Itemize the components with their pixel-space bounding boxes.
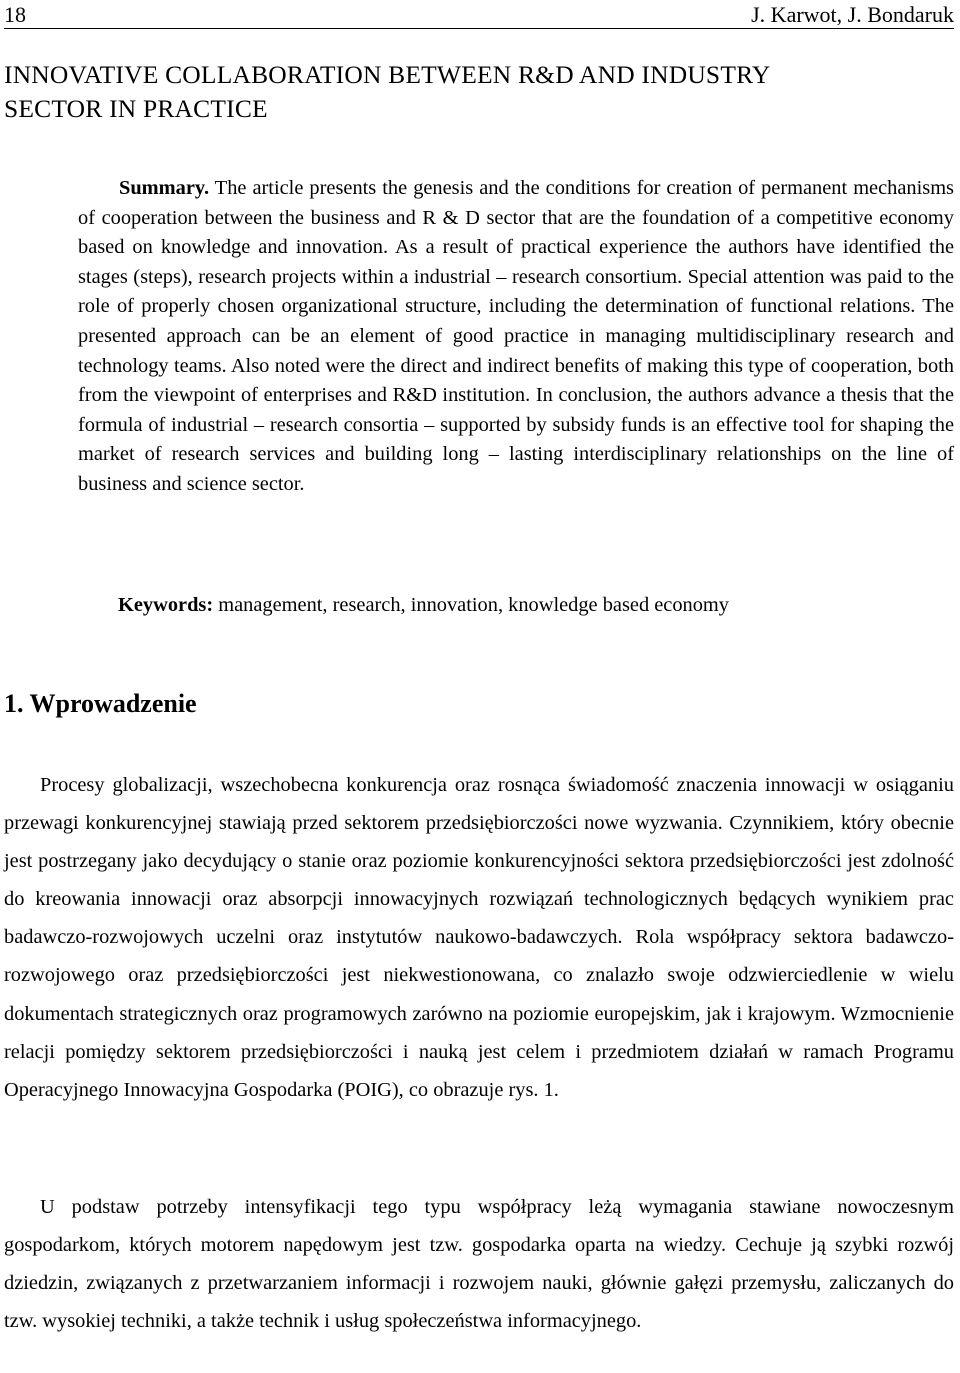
body-paragraph-text: U podstaw potrzeby intensyfikacji tego typu współpracy leżą wymagania stawiane nowoczesnym gospodarkom, których motorem napędowym jest tzw. gospodarka oparta na wiedzy. Cechuje ją szybki rozwój dziedzin, związanych z przetwarzaniem informacji i rozwojem nauki, głównie gałęzi przemysłu, zaliczanych do tzw. wysokiej techniki, a także technik i usług społeczeństwa informacyjnego.	[4, 1196, 954, 1333]
article-title	[4, 58, 954, 126]
article-title-line-1: INNOVATIVE COLLABORATION BETWEEN R&D AND INDUSTRY	[4, 60, 771, 89]
keywords-label: Keywords:	[118, 594, 214, 616]
article-title-line-2: SECTOR IN PRACTICE	[4, 94, 268, 123]
running-header-authors: J. Karwot, J. Bondaruk	[751, 2, 954, 27]
keywords-text: management, research, innovation, knowledge based economy	[213, 594, 729, 616]
body-paragraph-text: Procesy globalizacji, wszechobecna konkurencja oraz rosnąca świadomość znaczenia innowacji w osiąganiu przewagi konkurencyjnej stawiają przed sektorem przedsiębiorczości nowe wyzwania. Czynnikiem, który obecnie jest postrzegany jako decydujący o stanie oraz poziomie konkurencyjności sektora przedsiębiorczości jest zdolność do kreowania innowacji oraz absorpcji innowacyjnych rozwiązań technologicznych będących wynikiem prac badawczo-rozwojowych uczelni oraz instytutów naukowo-badawczych. Rola współpracy sektora badawczo-rozwojowego oraz przedsiębiorczości jest niekwestionowana, co znalazło swoje odzwierciedlenie w wielu dokumentach strategicznych oraz programowych zarówno na poziomie europejskim, jak i krajowym. Wzmocnienie relacji pomiędzy sektorem przedsiębiorczości i nauką jest celem i przedmiotem działań w ramach Programu Operacyjnego Innowacyjna Gospodarka (POIG), co obrazuje rys. 1.	[4, 774, 954, 1101]
summary-text: The article presents the genesis and the conditions for creation of permanent mechanisms of cooperation between the business and R & D sector that are the foundation of a competitive economy based on knowledge and innovation. As a result of practical experience the authors have identified the stages (steps), research projects within a industrial – research consortium. Special attention was paid to the role of properly chosen organizational structure, including the determination of functional relations. The presented approach can be an element of good practice in managing multidisciplinary research and technology teams. Also noted were the direct and indirect benefits of making this type of cooperation, both from the viewpoint of enterprises and R&D institution. In conclusion, the authors advance a thesis that the formula of industrial – research consortia – supported by subsidy funds is an effective tool for shaping the market of research services and building long – lasting interdisciplinary relationships on the line of business and science sector.	[78, 177, 954, 495]
body-paragraph	[4, 1188, 954, 1340]
section-heading: 1. Wprowadzenie	[4, 689, 197, 718]
running-header	[4, 2, 954, 29]
keywords	[118, 590, 954, 620]
page-number: 18	[4, 2, 26, 27]
summary-label: Summary.	[119, 177, 210, 199]
body-paragraph	[4, 766, 954, 1109]
summary-abstract	[78, 174, 954, 500]
